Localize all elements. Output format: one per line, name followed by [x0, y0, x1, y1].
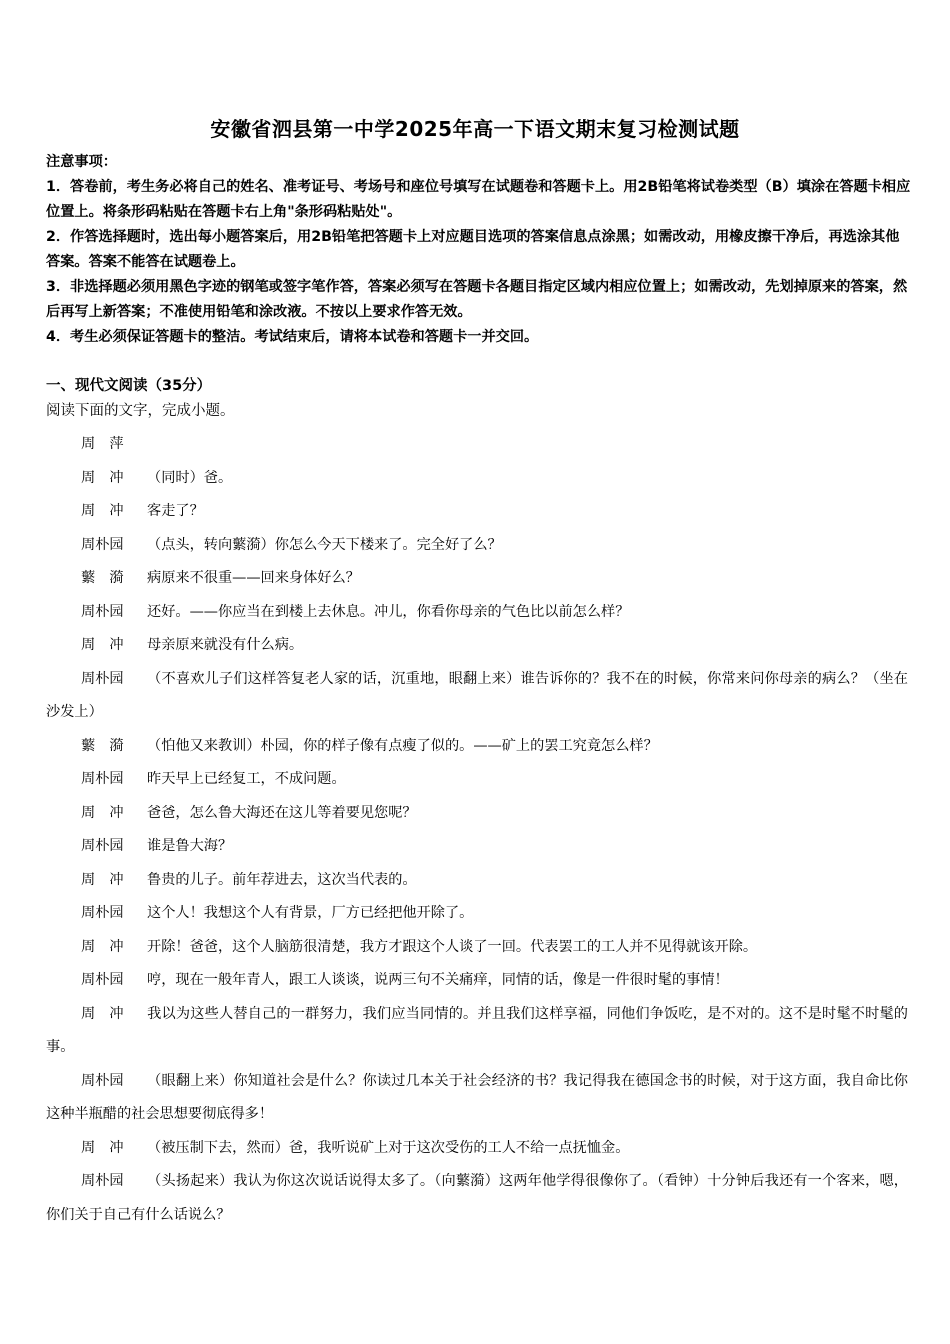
line-text: （头扬起来）我认为你这次说话说得太多了。（向蘩漪）这两年他学得很像你了。（看钟）十分钟后我还有一个客来，嗯，你们关于自己有什么话说么？ [46, 1173, 908, 1223]
line-text: （眼翻上来）你知道社会是什么？你读过几本关于社会经济的书？我记得我在德国念书的时候，对于这方面，我自命比你这种半瓶醋的社会思想要彻底得多！ [46, 1072, 908, 1122]
notice-item-3: 3．非选择题必须用黑色字迹的钢笔或签字笔作答，答案必须写在答题卡各题目指定区域内相应位置上；如需改动，先划掉原来的答案，然后再写上新答案；不准使用铅笔和涂改液。不按以上要求作答无效。 [46, 279, 908, 320]
speaker-name: 蘩 漪 [81, 570, 124, 586]
page-title: 安徽省泗县第一中学2025年高一下语文期末复习检测试题 [210, 117, 740, 141]
speaker-name: 周 冲 [81, 938, 124, 955]
dialogue-line [46, 864, 908, 898]
dialogue-line [46, 629, 908, 663]
line-text: 我以为这些人替自己的一群努力，我们应当同情的。并且我们这样享福，同他们争饭吃，是不对的。这不是时髦不时髦的事。 [46, 1005, 908, 1055]
speaker-name: 周朴园 [81, 838, 124, 854]
dialogue-line [46, 1065, 908, 1132]
line-text: 还好。——你应当在到楼上去休息。冲儿，你看你母亲的气色比以前怎么样？ [147, 603, 630, 620]
dialogue-line [46, 529, 908, 563]
dialogue-line [46, 964, 908, 998]
speaker-name: 周 冲 [81, 637, 124, 653]
speaker-name: 周朴园 [81, 905, 124, 921]
dialogue-passage [46, 428, 908, 1232]
line-text: 哼，现在一般年青人，跟工人谈谈，说两三句不关痛痒，同情的话，像是一件很时髦的事情！ [147, 972, 729, 988]
line-text: （不喜欢儿子们这样答复老人家的话，沉重地，眼翻上来）谁告诉你的？我不在的时候，你常来问你母亲的病么？（坐在沙发上） [46, 670, 908, 720]
dialogue-line [46, 797, 908, 831]
speaker-name: 周 冲 [81, 503, 124, 519]
speaker-name: 周朴园 [81, 603, 124, 620]
notice-item-4: 4．考生必须保证答题卡的整洁。考试结束后，请将本试卷和答题卡一并交回。 [46, 329, 539, 345]
speaker-name: 周 冲 [81, 1139, 124, 1156]
notice-block [46, 150, 912, 350]
line-text: （怕他又来教训）朴园，你的样子像有点瘦了似的。——矿上的罢工究竟怎么样？ [147, 737, 658, 754]
speaker-name: 周朴园 [81, 670, 124, 687]
dialogue-line [46, 596, 908, 630]
dialogue-line [46, 897, 908, 931]
dialogue-line [46, 428, 908, 462]
speaker-name: 蘩 漪 [81, 737, 124, 754]
line-text: 病原来不很重——回来身体好么？ [147, 570, 360, 586]
line-text: （点头，转向蘩漪）你怎么今天下楼来了。完全好了么？ [147, 536, 502, 553]
speaker-name: 周朴园 [81, 1072, 124, 1089]
line-text: 爸爸，怎么鲁大海还在这儿等着要见您呢？ [147, 804, 417, 821]
dialogue-line [46, 830, 908, 864]
dialogue-line [46, 730, 908, 764]
speaker-name: 周朴园 [81, 972, 124, 988]
notice-item-1: 1．答卷前，考生务必将自己的姓名、准考证号、考场号和座位号填写在试题卷和答题卡上。用2B铅笔将试卷类型（B）填涂在答题卡相应位置上。将条形码粘贴在答题卡右上角"条形码粘贴处"。 [46, 179, 911, 220]
line-text: 开除！爸爸，这个人脑筋很清楚，我方才跟这个人谈了一回。代表罢工的工人并不见得就该开除。 [147, 938, 758, 955]
dialogue-line [46, 495, 908, 529]
line-text: 昨天早上已经复工，不成问题。 [147, 771, 346, 787]
speaker-name: 周 冲 [81, 804, 124, 821]
speaker-name: 周朴园 [81, 771, 124, 787]
speaker-name: 周 冲 [81, 1005, 124, 1022]
speaker-name: 周 冲 [81, 871, 124, 888]
dialogue-line [46, 1165, 908, 1232]
dialogue-line [46, 1132, 908, 1166]
dialogue-line [46, 462, 908, 496]
line-text: 母亲原来就没有什么病。 [147, 637, 304, 653]
speaker-name: 周朴园 [81, 1173, 124, 1189]
reading-instruction: 阅读下面的文字，完成小题。 [46, 403, 235, 419]
line-text: 鲁贵的儿子。前年荐进去，这次当代表的。 [147, 871, 417, 888]
line-text: 谁是鲁大海？ [147, 838, 233, 854]
line-text: （同时）爸。 [147, 469, 233, 486]
dialogue-line [46, 562, 908, 596]
line-text: 客走了？ [147, 503, 204, 519]
notice-item-2: 2．作答选择题时，选出每小题答案后，用2B铅笔把答题卡上对应题目选项的答案信息点涂黑；如需改动，用橡皮擦干净后，再选涂其他答案。答案不能答在试题卷上。 [46, 229, 900, 270]
speaker-name: 周朴园 [81, 536, 124, 553]
dialogue-line [46, 998, 908, 1065]
dialogue-line [46, 931, 908, 965]
notice-heading: 注意事项： [46, 154, 117, 170]
line-text: 这个人！我想这个人有背景，厂方已经把他开除了。 [147, 905, 474, 921]
dialogue-line [46, 763, 908, 797]
dialogue-line [46, 663, 908, 730]
line-text: （被压制下去，然而）爸，我听说矿上对于这次受伤的工人不给一点抚恤金。 [147, 1139, 630, 1156]
speaker-name: 周 冲 [81, 469, 124, 486]
speaker-name: 周 萍 [81, 436, 124, 452]
section-heading: 一、现代文阅读（35分） [46, 378, 212, 394]
